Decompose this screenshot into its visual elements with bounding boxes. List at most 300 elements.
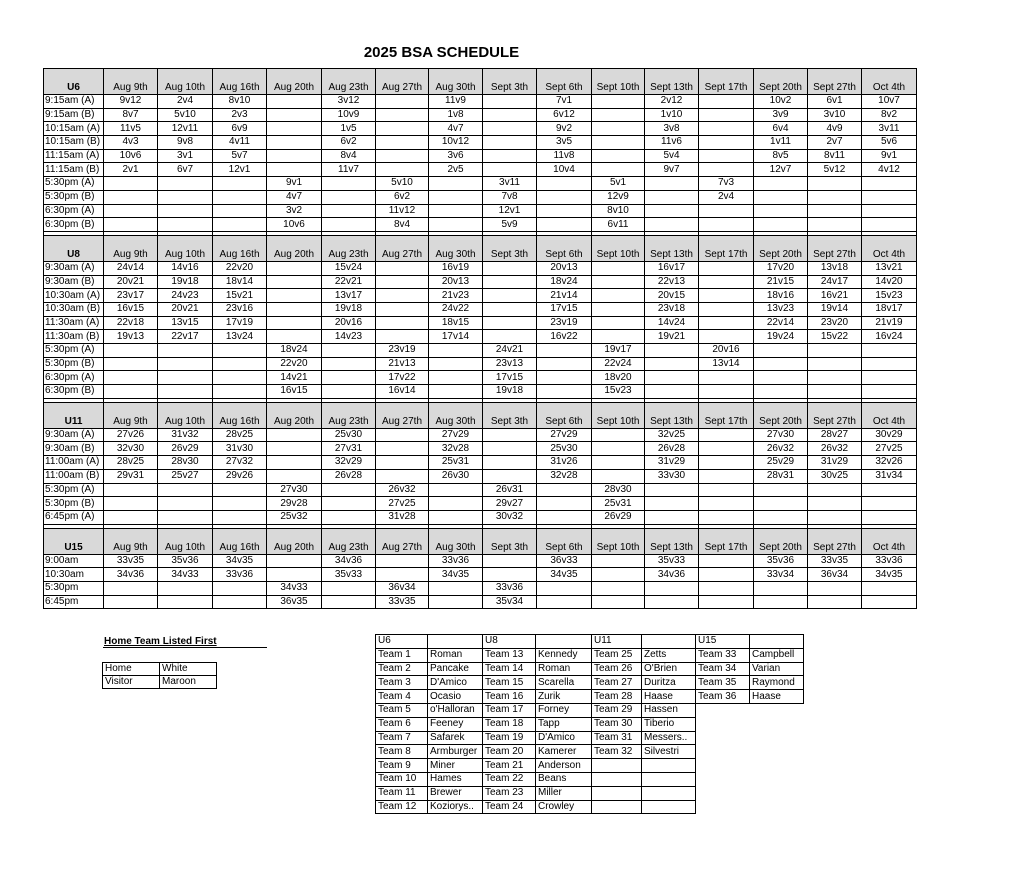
matchup-cell [645,177,699,191]
team-number: Team 27 [592,676,642,690]
matchup-cell: 14v23 [322,330,376,344]
date-header: Aug 10th [158,528,213,554]
matchup-cell [213,385,267,399]
matchup-cell: 1v11 [754,136,808,150]
matchup-cell [537,483,592,497]
date-header: Sept 27th [808,402,862,428]
schedule-row [44,510,917,524]
date-header: Aug 27th [376,235,429,261]
matchup-cell: 3v10 [808,108,862,122]
matchup-cell: 19v18 [322,302,376,316]
schedule-row [44,275,917,289]
matchup-cell: 33v35 [376,595,429,609]
matchup-cell [537,344,592,358]
matchup-cell: 4v7 [267,190,322,204]
matchup-cell [483,442,537,456]
matchup-cell: 9v1 [862,149,917,163]
matchup-cell: 5v12 [808,163,862,177]
matchup-cell [322,177,376,191]
matchup-cell [213,483,267,497]
matchup-cell: 8v4 [322,149,376,163]
date-header: Sept 17th [699,235,754,261]
matchup-cell [213,190,267,204]
matchup-cell: 19v18 [483,385,537,399]
matchup-cell [483,316,537,330]
matchup-cell: 28v31 [754,469,808,483]
team-number: Team 13 [483,648,536,662]
date-header: Sept 10th [592,69,645,95]
date-header: Aug 16th [213,402,267,428]
matchup-cell [592,95,645,109]
matchup-cell: 23v13 [483,357,537,371]
matchup-cell [158,510,213,524]
team-number: Team 15 [483,676,536,690]
date-header: Aug 27th [376,69,429,95]
matchup-cell [862,371,917,385]
roster-header [536,635,592,649]
team-number: Team 14 [483,662,536,676]
matchup-cell: 27v32 [213,456,267,470]
matchup-cell: 34v36 [322,554,376,568]
matchup-cell: 28v30 [158,456,213,470]
matchup-cell: 16v19 [429,261,483,275]
matchup-cell: 32v29 [322,456,376,470]
matchup-cell [862,177,917,191]
coach-name: Crowley [536,800,592,814]
matchup-cell [429,218,483,232]
team-number: Team 35 [696,676,750,690]
matchup-cell: 16v24 [862,330,917,344]
matchup-cell [808,204,862,218]
matchup-cell [158,177,213,191]
matchup-cell: 8v10 [213,95,267,109]
matchup-cell: 3v11 [483,177,537,191]
division-label: U11 [44,402,104,428]
schedule-row [44,344,917,358]
matchup-cell [699,554,754,568]
matchup-cell [483,163,537,177]
matchup-cell: 7v8 [483,190,537,204]
matchup-cell: 13v23 [754,302,808,316]
matchup-cell: 18v20 [592,371,645,385]
matchup-cell: 19v18 [158,275,213,289]
matchup-cell: 10v7 [862,95,917,109]
date-header: Aug 20th [267,235,322,261]
matchup-cell [699,136,754,150]
matchup-cell [429,357,483,371]
matchup-cell [808,483,862,497]
matchup-cell: 3v5 [537,136,592,150]
schedule-row [44,442,917,456]
matchup-cell: 34v35 [537,568,592,582]
matchup-cell: 5v4 [645,149,699,163]
date-header: Sept 27th [808,528,862,554]
matchup-cell: 1v5 [322,122,376,136]
matchup-cell [699,204,754,218]
matchup-cell [808,595,862,609]
team-number [696,731,750,745]
matchup-cell: 14v21 [267,371,322,385]
matchup-cell: 33v36 [429,554,483,568]
matchup-cell [645,204,699,218]
matchup-cell [267,568,322,582]
matchup-cell: 28v30 [592,483,645,497]
matchup-cell [213,357,267,371]
matchup-cell [808,497,862,511]
matchup-cell: 6v2 [322,136,376,150]
coach-name: Pancake [428,662,483,676]
roster-header-row [376,635,804,649]
matchup-cell: 33v34 [754,568,808,582]
matchup-cell [592,275,645,289]
matchup-cell: 9v1 [267,177,322,191]
matchup-cell: 1v10 [645,108,699,122]
matchup-cell: 20v15 [645,289,699,303]
matchup-cell: 33v35 [104,554,158,568]
matchup-cell: 33v36 [483,581,537,595]
coach-name [750,772,804,786]
schedule-row [44,190,917,204]
matchup-cell [376,149,429,163]
matchup-cell: 10v12 [429,136,483,150]
matchup-cell [808,190,862,204]
date-header: Aug 30th [429,235,483,261]
matchup-cell [699,275,754,289]
matchup-cell: 23v20 [808,316,862,330]
matchup-cell: 19v14 [808,302,862,316]
date-header: Aug 27th [376,402,429,428]
date-header: Sept 20th [754,235,808,261]
roster-row [376,759,804,773]
matchup-cell: 34v35 [429,568,483,582]
matchup-cell [862,218,917,232]
matchup-cell [862,581,917,595]
matchup-cell [862,357,917,371]
matchup-cell: 25v31 [592,497,645,511]
matchup-cell: 26v29 [592,510,645,524]
team-number: Team 7 [376,731,428,745]
matchup-cell [376,261,429,275]
time-slot: 5:30pm (A) [44,344,104,358]
matchup-cell: 3v11 [862,122,917,136]
matchup-cell [537,595,592,609]
matchup-cell [429,385,483,399]
time-slot: 11:15am (B) [44,163,104,177]
matchup-cell [483,568,537,582]
roster-row [376,800,804,814]
matchup-cell [592,289,645,303]
matchup-cell: 22v13 [645,275,699,289]
team-number: Team 3 [376,676,428,690]
matchup-cell: 20v16 [699,344,754,358]
team-number [592,786,642,800]
roster-row [376,731,804,745]
team-number: Team 10 [376,772,428,786]
date-header: Aug 16th [213,69,267,95]
matchup-cell [158,385,213,399]
team-number: Team 31 [592,731,642,745]
matchup-cell [699,163,754,177]
date-header: Sept 13th [645,69,699,95]
team-number: Team 5 [376,703,428,717]
matchup-cell: 16v15 [104,302,158,316]
schedule-row [44,177,917,191]
date-header: Aug 20th [267,528,322,554]
matchup-cell: 32v26 [862,456,917,470]
matchup-cell [537,510,592,524]
roster-header [750,635,804,649]
matchup-cell: 27v31 [322,442,376,456]
matchup-cell: 28v27 [808,428,862,442]
coach-name: Duritza [642,676,696,690]
team-number: Team 16 [483,690,536,704]
matchup-cell: 14v24 [645,316,699,330]
matchup-cell: 13v17 [322,289,376,303]
matchup-cell [754,190,808,204]
matchup-cell [537,190,592,204]
coach-name: Hassen [642,703,696,717]
matchup-cell [699,595,754,609]
time-slot: 9:00am [44,554,104,568]
matchup-cell [592,442,645,456]
coach-name: Kamerer [536,745,592,759]
matchup-cell [808,510,862,524]
matchup-cell [483,108,537,122]
matchup-cell: 31v30 [213,442,267,456]
matchup-cell: 25v32 [267,510,322,524]
matchup-cell [104,190,158,204]
matchup-cell [322,510,376,524]
coach-name: O'Brien [642,662,696,676]
matchup-cell [592,456,645,470]
roster-header: U11 [592,635,642,649]
schedule-row [44,595,917,609]
schedule-row [44,554,917,568]
matchup-cell: 29v26 [213,469,267,483]
matchup-cell [699,289,754,303]
matchup-cell: 8v4 [376,218,429,232]
matchup-cell: 36v34 [808,568,862,582]
matchup-cell: 23v19 [376,344,429,358]
matchup-cell [754,177,808,191]
matchup-cell [592,330,645,344]
matchup-cell: 20v16 [322,316,376,330]
matchup-cell [537,204,592,218]
matchup-cell: 20v21 [104,275,158,289]
matchup-cell [808,371,862,385]
team-number: Team 4 [376,690,428,704]
matchup-cell: 27v25 [376,497,429,511]
matchup-cell [267,108,322,122]
matchup-cell: 6v2 [376,190,429,204]
coach-name: Hames [428,772,483,786]
time-slot: 11:30am (B) [44,330,104,344]
matchup-cell: 13v24 [213,330,267,344]
matchup-cell: 31v34 [862,469,917,483]
time-slot: 6:30pm (B) [44,218,104,232]
matchup-cell [592,554,645,568]
matchup-cell: 2v12 [645,95,699,109]
matchup-cell [429,204,483,218]
matchup-cell: 26v29 [158,442,213,456]
matchup-cell [429,483,483,497]
coach-name: Haase [750,690,804,704]
date-header: Sept 13th [645,402,699,428]
division-header-row [44,402,917,428]
matchup-cell [158,357,213,371]
matchup-cell [592,428,645,442]
matchup-cell [267,554,322,568]
matchup-cell [592,122,645,136]
date-header: Sept 20th [754,69,808,95]
matchup-cell: 9v8 [158,136,213,150]
schedule-row [44,163,917,177]
date-header: Sept 17th [699,69,754,95]
matchup-cell [592,581,645,595]
matchup-cell: 1v8 [429,108,483,122]
matchup-cell: 33v30 [645,469,699,483]
matchup-cell [699,302,754,316]
team-number [592,759,642,773]
date-header: Aug 23th [322,235,376,261]
matchup-cell: 35v33 [322,568,376,582]
date-header: Aug 20th [267,402,322,428]
matchup-cell [158,497,213,511]
matchup-cell: 18v17 [862,302,917,316]
matchup-cell: 32v28 [537,469,592,483]
team-number: Team 1 [376,648,428,662]
date-header: Sept 10th [592,235,645,261]
matchup-cell: 16v15 [267,385,322,399]
matchup-cell [376,95,429,109]
matchup-cell: 27v25 [862,442,917,456]
matchup-cell: 26v30 [429,469,483,483]
matchup-cell: 26v32 [808,442,862,456]
matchup-cell [376,275,429,289]
matchup-cell [267,330,322,344]
schedule-row [44,149,917,163]
matchup-cell [592,149,645,163]
coach-name: Messers.. [642,731,696,745]
matchup-cell [862,344,917,358]
matchup-cell [699,442,754,456]
matchup-cell [429,581,483,595]
matchup-cell [754,204,808,218]
matchup-cell: 2v7 [808,136,862,150]
matchup-cell: 24v14 [104,261,158,275]
schedule-row [44,581,917,595]
schedule-row [44,95,917,109]
roster-header [428,635,483,649]
matchup-cell [429,595,483,609]
legend-value: Maroon [160,676,217,689]
date-header: Oct 4th [862,69,917,95]
matchup-cell: 34v33 [267,581,322,595]
matchup-cell [699,385,754,399]
coach-name [750,800,804,814]
matchup-cell: 26v28 [645,442,699,456]
matchup-cell: 11v5 [104,122,158,136]
matchup-cell: 5v9 [483,218,537,232]
matchup-cell: 19v21 [645,330,699,344]
matchup-cell: 18v15 [429,316,483,330]
matchup-cell [537,357,592,371]
date-header: Aug 23th [322,69,376,95]
date-header: Sept 13th [645,235,699,261]
date-header: Sept 3th [483,402,537,428]
matchup-cell: 30v32 [483,510,537,524]
matchup-cell: 6v1 [808,95,862,109]
matchup-cell [267,456,322,470]
matchup-cell: 20v13 [429,275,483,289]
matchup-cell: 25v30 [537,442,592,456]
team-number: Team 17 [483,703,536,717]
matchup-cell: 23v19 [537,316,592,330]
team-number: Team 2 [376,662,428,676]
matchup-cell [483,95,537,109]
team-number: Team 18 [483,717,536,731]
matchup-cell [267,163,322,177]
matchup-cell: 2v5 [429,163,483,177]
matchup-cell [699,218,754,232]
division-header-row [44,235,917,261]
matchup-cell [645,218,699,232]
date-header: Aug 27th [376,528,429,554]
matchup-cell [429,344,483,358]
matchup-cell: 33v35 [808,554,862,568]
time-slot: 10:30am (B) [44,302,104,316]
time-slot: 6:45pm [44,595,104,609]
matchup-cell: 5v7 [213,149,267,163]
matchup-cell: 14v20 [862,275,917,289]
date-header: Sept 6th [537,402,592,428]
matchup-cell: 28v25 [104,456,158,470]
matchup-cell [104,497,158,511]
matchup-cell: 3v6 [429,149,483,163]
matchup-cell: 34v35 [862,568,917,582]
matchup-cell: 5v10 [158,108,213,122]
schedule-row [44,289,917,303]
matchup-cell [213,344,267,358]
matchup-cell: 2v3 [213,108,267,122]
matchup-cell: 24v17 [808,275,862,289]
matchup-cell: 32v30 [104,442,158,456]
matchup-cell: 8v7 [104,108,158,122]
matchup-cell: 22v21 [322,275,376,289]
team-number [696,786,750,800]
matchup-cell: 27v30 [267,483,322,497]
matchup-cell: 31v28 [376,510,429,524]
matchup-cell [267,428,322,442]
matchup-cell [376,456,429,470]
team-number: Team 6 [376,717,428,731]
matchup-cell: 34v36 [104,568,158,582]
matchup-cell [322,357,376,371]
schedule-row [44,357,917,371]
date-header: Aug 9th [104,528,158,554]
schedule-row [44,497,917,511]
matchup-cell [645,385,699,399]
coach-name: Roman [428,648,483,662]
matchup-cell [483,275,537,289]
date-header: Aug 23th [322,528,376,554]
matchup-cell: 34v33 [158,568,213,582]
coach-name: D'Amico [536,731,592,745]
matchup-cell: 11v6 [645,136,699,150]
schedule-table [43,68,917,609]
matchup-cell: 17v15 [483,371,537,385]
time-slot: 9:30am (A) [44,261,104,275]
